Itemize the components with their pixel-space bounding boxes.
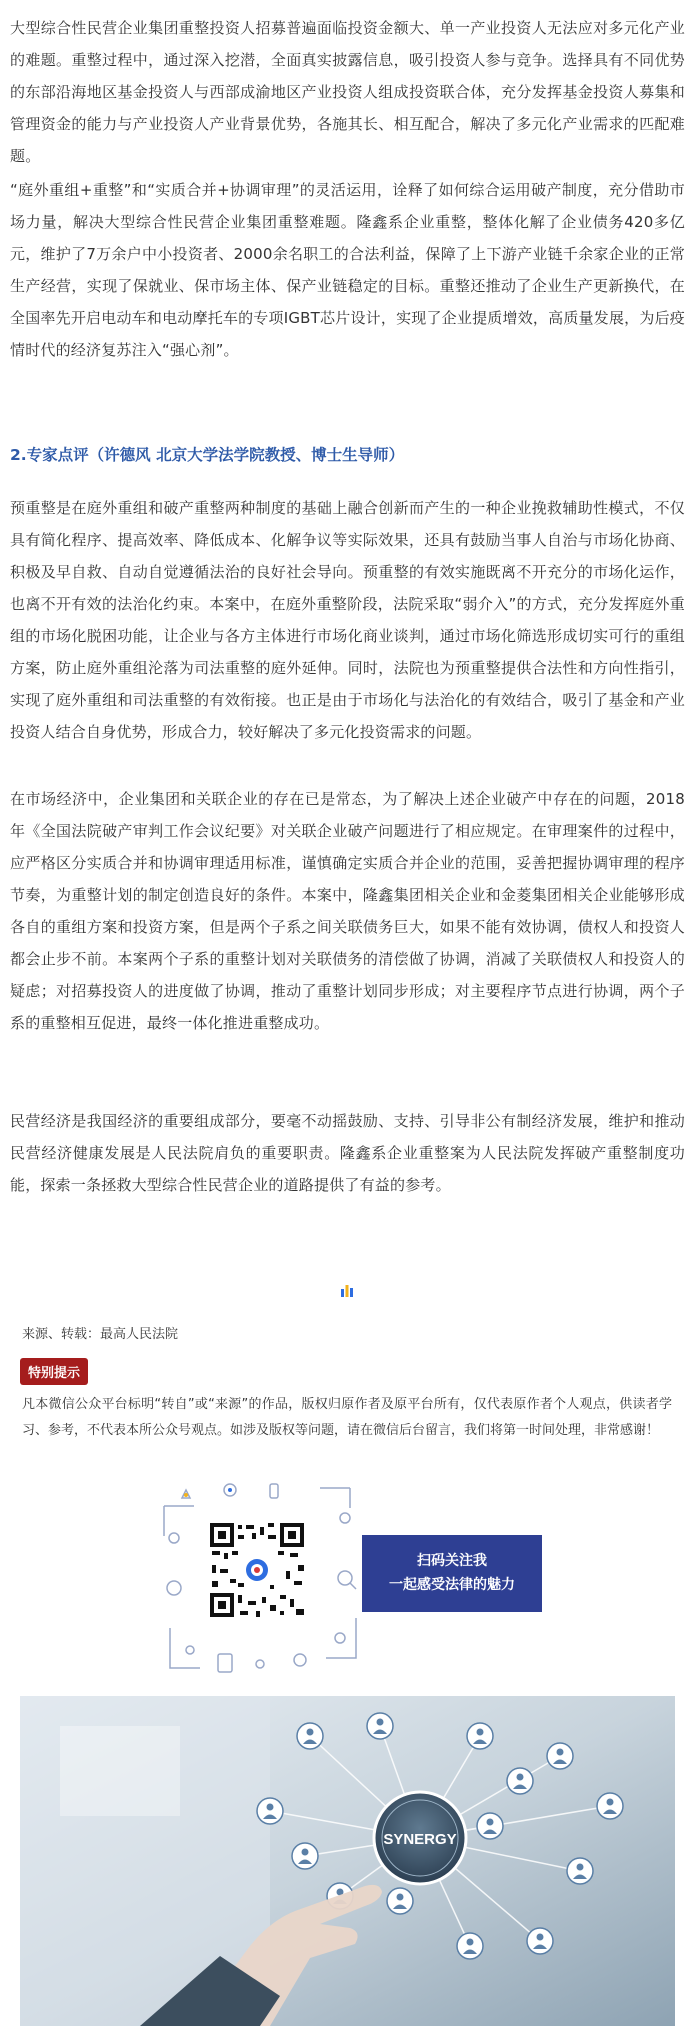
source-line: 来源、转载：最高人民法院: [22, 1327, 179, 1342]
synergy-hub-label: SYNERGY: [383, 1831, 457, 1848]
scan-follow-promo: [362, 1535, 542, 1612]
synergy-banner-image: [20, 1696, 675, 2026]
paragraph-private-economy: 民营经济是我国经济的重要组成部分，要毫不动摇鼓励、支持、引导非公有制经济发展，维护和推动民营经济健康发展是人民法院肩负的重要职责。隆鑫系企业重整案为人民法院发挥破产重整制度功能，探索一条拯救大型综合性民营企业的道路提供了有益的参考。: [10, 1112, 685, 1194]
paragraph-restructuring-result: “庭外重组+重整”和“实质合并+协调审理”的灵活运用，诠释了如何综合运用破产制度，充分借助市场力量，解决大型综合性民营企业集团重整难题。隆鑫系企业重整，整体化解了企业债务420多亿元，维护了7万余户中小投资者、2000余名职工的合法利益，保障了上下游产业链千余家企业的正常生产经营，实现了保就业、保市场主体、保产业链稳定的目标。重整还推动了企业生产更新换代，在全国率先开启电动车和电动摩托车的专项IGBT芯片设计，实现了企业提质增效，高质量发展，为后疫情时代的经济复苏注入“强心剂”。: [10, 181, 685, 359]
paragraph-pre-restructuring: 预重整是在庭外重组和破产重整两种制度的基础上融合创新而产生的一种企业挽救辅助性模式，不仅具有简化程序、提高效率、降低成本、化解争议等实际效果，还具有鼓励当事人自治与市场化协商、积极及早自救、自动自觉遵循法治的良好社会导向。预重整的有效实施既离不开充分的市场化运作，也离不开有效的法治化约束。本案中，在庭外重整阶段，法院采取“弱介入”的方式，充分发挥庭外重组的市场化脱困功能，让企业与各方主体进行市场化商业谈判，通过市场化筛选形成切实可行的重组方案，防止庭外重组沦落为司法重整的庭外延伸。同时，法院也为预重整提供合法性和方向性指引，实现了庭外重组和司法重整的有效衔接。也正是由于市场化与法治化的有效结合，吸引了基金和产业投资人结合自身优势，形成合力，较好解决了多元化投资需求的问题。: [10, 499, 685, 741]
promo-line-1: 扫码关注我: [417, 1553, 487, 1569]
copyright-notice: 凡本微信公众平台标明“转自”或“来源”的作品，版权归原作者及原平台所有，仅代表原作者个人观点，供读者学习、参考，不代表本所公众号观点。如涉及版权等问题，请在微信后台留言，我们将第一时间处理，非常感谢！: [22, 1397, 672, 1438]
paragraph-related-enterprises: 在市场经济中，企业集团和关联企业的存在已是常态，为了解决上述企业破产中存在的问题，2018年《全国法院破产审判工作会议纪要》对关联企业破产问题进行了相应规定。在审理案件的过程中，应严格区分实质合并和协调审理适用标准，谨慎确定实质合并企业的范围，妥善把握协调审理的程序节奏，为重整计划的制定创造良好的条件。本案中，隆鑫集团相关企业和金菱集团相关企业能够形成各自的重组方案和投资方案，但是两个子系之间关联债务巨大，如果不能有效协调，债权人和投资人都会止步不前。本案两个子系的重整计划对关联债务的清偿做了协调，消减了关联债权人和投资人的疑虑；对招募投资人的进度做了协调，推动了重整计划同步形成；对主要程序节点进行协调，两个子系的重整相互促进，最终一体化推进重整成功。: [10, 790, 685, 1032]
special-notice-badge: 特别提示: [20, 1358, 88, 1385]
promo-line-2: 一起感受法律的魅力: [389, 1577, 515, 1593]
section-heading-expert-review: 2.专家点评（许德风 北京大学法学院教授、博士生导师）: [10, 446, 405, 464]
qr-code-matrix: [208, 1521, 306, 1619]
qr-code-graphic: [160, 1478, 360, 1678]
bar-chart-icon: [340, 1283, 354, 1297]
paragraph-investor-recruitment: 大型综合性民营企业集团重整投资人招募普遍面临投资金额大、单一产业投资人无法应对多元化产业的难题。重整过程中，通过深入挖潜，全面真实披露信息，吸引投资人参与竞争。选择具有不同优势的东部沿海地区基金投资人与西部成渝地区产业投资人组成投资联合体，充分发挥基金投资人募集和管理资金的能力与产业投资人产业背景优势，各施其长、相互配合，解决了多元化产业需求的匹配难题。: [10, 19, 685, 165]
